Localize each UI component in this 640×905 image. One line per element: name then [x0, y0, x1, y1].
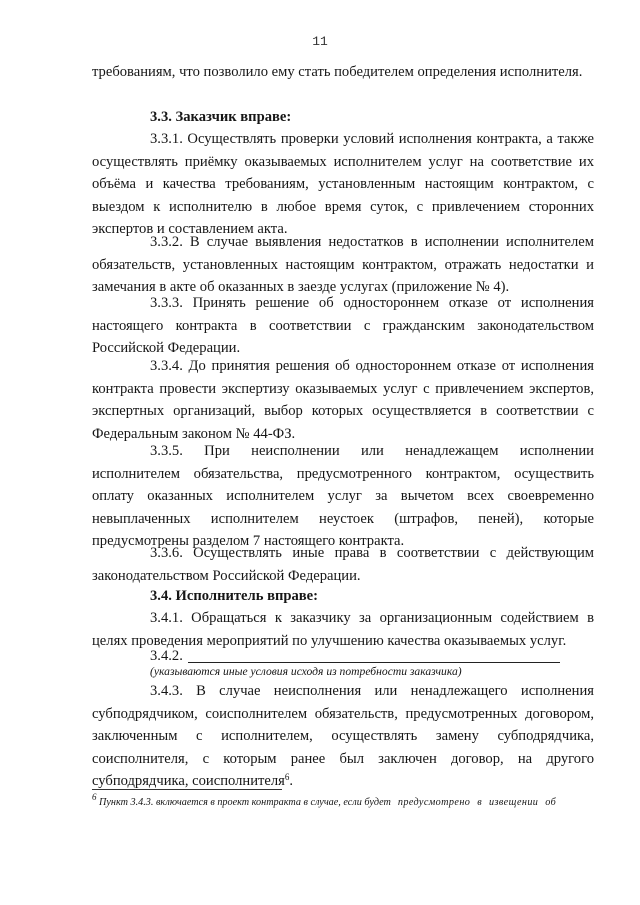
- footnote-separator: [92, 789, 282, 790]
- section-heading-3-4: 3.4. Исполнитель вправе:: [150, 588, 319, 604]
- paragraph-3-3-1: 3.3.1. Осуществлять проверки условий исполнения контракта, а также осуществлять приёмку оказываемых исполнителем услуг на соответствие их объёма и качества требованиям, установленным настоящим контрактом, с выездом к исполнителю в любое время суток, с привлечением сторонних экспертов и составлением акта.: [92, 131, 594, 238]
- footnote-text-a: Пункт 3.4.3. включается в проект контракта в случае, если будет: [96, 797, 391, 808]
- paragraph-3-4-1: 3.4.1. Обращаться к заказчику за организационным содействием в целях проведения мероприятий по улучшению качества оказываемых услуг.: [92, 610, 594, 649]
- paragraph-3-3-4: 3.3.4. До принятия решения об одностороннем отказе от исполнения контракта провести экспертизу оказываемых услуг с привлечением экспертов, экспертных организаций, выбор которых осуществляется в соответствии с Федеральным законом № 44-ФЗ.: [92, 358, 594, 442]
- paragraph-3-3-2: 3.3.2. В случае выявления недостатков в исполнении исполнителем обязательств, установленных настоящим контрактом, отражать недостатки и замечания в акте об оказанных в заезде услугах (приложение № 4).: [92, 234, 594, 296]
- paragraph-3-3-5: 3.3.5. При неисполнении или ненадлежащем исполнении исполнителем обязательства, предусмотренного контрактом, осуществить оплату оказанных исполнителем услуг за вычетом всех своевременно невыплаченных исполнителем неустоек (штрафов, пеней), которые предусмотрены разделом 7 настоящего контракта.: [92, 443, 594, 550]
- footnote: [92, 792, 592, 808]
- footnote-reference: 6: [284, 772, 290, 783]
- page-number: 11: [312, 34, 328, 49]
- paragraph-continuation: требованиям, что позволило ему стать победителем определения исполнителя.: [92, 64, 583, 80]
- paragraph-3-4-2-note: (указываются иные условия исходя из потребности заказчика): [150, 665, 462, 678]
- section-heading-3-3: 3.3. Заказчик вправе:: [150, 109, 292, 125]
- paragraph-3-3-6: 3.3.6. Осуществлять иные права в соответствии с действующим законодательством Российской Федерации.: [92, 545, 594, 584]
- footnote-text-b: предусмотрено в извещении об: [390, 797, 557, 808]
- paragraph-3-4-3: [92, 680, 594, 793]
- fill-in-line: [188, 662, 560, 663]
- paragraph-3-4-2: 3.4.2.: [150, 648, 183, 664]
- paragraph-3-3-3: 3.3.3. Принять решение об одностороннем отказе от исполнения настоящего контракта в соответствии с гражданским законодательством Российской Федерации.: [92, 295, 594, 357]
- paragraph-3-4-3-end: .: [289, 773, 294, 790]
- paragraph-3-4-3-text: 3.4.3. В случае неисполнения или ненадлежащего исполнения субподрядчиком, соисполнителем обязательств, предусмотренных договором, заключенным с исполнителем, осуществлять замену субподрядчика, соисполнителя, с которым ранее был заключен договор, на другого субподрядчика, соисполнителя: [92, 683, 594, 790]
- footnote-marker: 6: [92, 792, 97, 802]
